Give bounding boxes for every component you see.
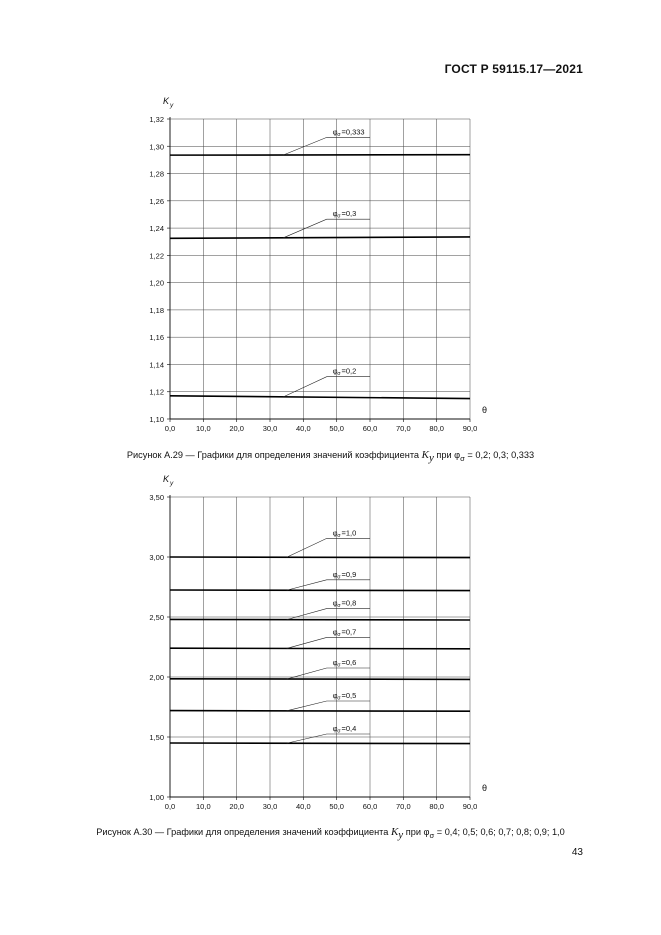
- y-tick-label: 1,30: [149, 142, 164, 152]
- caption-param-sub: σ: [460, 453, 465, 463]
- x-tick-label: 30,0: [262, 424, 278, 433]
- caption-mid: при: [403, 827, 424, 837]
- figure-caption-a29: [0, 449, 661, 464]
- series-line: [170, 590, 470, 591]
- series-label-sub: σ: [337, 532, 341, 539]
- series-label-value: =0,9: [341, 569, 357, 579]
- x-tick-label: 50,0: [329, 424, 344, 433]
- series-label-sub: σ: [337, 574, 341, 581]
- series-line: [170, 648, 470, 649]
- series-label-sub: σ: [337, 662, 341, 669]
- x-tick-label: 70,0: [396, 424, 411, 433]
- caption-symbol: K: [390, 826, 399, 838]
- caption-symbol: K: [421, 449, 429, 461]
- y-tick-label: 3,50: [149, 493, 164, 502]
- x-tick-label: 30,0: [262, 802, 278, 811]
- y-tick-label: 1,26: [149, 196, 164, 206]
- series-line: [170, 679, 470, 680]
- x-tick-label: 0,0: [164, 424, 176, 433]
- x-tick-label: 20,0: [229, 802, 244, 811]
- series-leader-line: [287, 637, 370, 648]
- series-label-sub: σ: [337, 371, 341, 378]
- caption-values: = 0,4; 0,5; 0,6; 0,7; 0,8; 0,9; 1,0: [434, 827, 565, 837]
- x-tick-label: 70,0: [396, 802, 411, 811]
- x-tick-label: 10,0: [196, 424, 211, 433]
- series-label-phi: φ: [332, 209, 338, 219]
- series-leader-line: [287, 701, 370, 711]
- series-line: [170, 711, 470, 712]
- series-label-value: =0,8: [341, 598, 357, 608]
- x-tick-label: 10,0: [196, 802, 211, 811]
- x-tick-label: 50,0: [329, 802, 344, 811]
- caption-symbol-sub: y: [428, 451, 434, 464]
- series-line: [170, 743, 470, 744]
- y-tick-label: 1,14: [149, 360, 164, 370]
- series-label-sub: σ: [337, 213, 341, 220]
- series-label-phi: φ: [332, 598, 338, 608]
- y-axis-label: K: [163, 96, 170, 106]
- y-tick-label: 1,28: [149, 169, 164, 179]
- y-tick-label: 3,00: [149, 553, 164, 562]
- series-label-value: =1,0: [341, 528, 357, 538]
- x-tick-label: 40,0: [296, 802, 311, 811]
- series-line: [170, 619, 470, 620]
- x-tick-label: 60,0: [362, 802, 378, 811]
- y-tick-label: 1,16: [149, 333, 164, 343]
- y-tick-label: 1,22: [149, 251, 164, 261]
- series-leader-line: [287, 734, 370, 743]
- x-tick-label: 60,0: [362, 424, 378, 433]
- caption-values: = 0,2; 0,3; 0,333: [464, 450, 535, 460]
- y-tick-label: 1,18: [149, 305, 164, 315]
- series-label-phi: φ: [332, 127, 338, 137]
- caption-text: Рисунок А.30 — Графики для определения значений коэффициента: [96, 827, 391, 837]
- series-leader-line: [287, 668, 370, 679]
- series-label-value: =0,333: [341, 127, 365, 137]
- x-tick-label: 90,0: [462, 424, 478, 433]
- series-label-sub: σ: [337, 131, 341, 138]
- y-tick-label: 1,24: [149, 224, 164, 234]
- x-axis-label: θ: [482, 783, 488, 793]
- series-label-phi: φ: [332, 569, 338, 579]
- series-label-phi: φ: [332, 528, 338, 538]
- series-label-phi: φ: [332, 724, 338, 733]
- series-label-value: =0,4: [341, 724, 357, 733]
- x-tick-label: 80,0: [429, 424, 444, 433]
- series-leader-line: [287, 609, 370, 620]
- y-tick-label: 1,00: [149, 793, 164, 802]
- caption-mid: при: [433, 450, 455, 460]
- y-tick-label: 1,50: [149, 733, 164, 742]
- series-label-phi: φ: [332, 691, 338, 700]
- series-leader-line: [287, 580, 370, 590]
- series-label-value: =0,7: [341, 627, 357, 637]
- y-tick-label: 1,20: [149, 278, 164, 288]
- y-axis-label-sub: y: [170, 102, 174, 109]
- series-label-sub: σ: [337, 631, 341, 638]
- series-label-sub: σ: [337, 695, 341, 702]
- x-axis-label: θ: [482, 405, 488, 415]
- series-label-value: =0,6: [341, 658, 357, 667]
- series-label-phi: φ: [332, 627, 338, 637]
- caption-param-sub: σ: [429, 830, 435, 840]
- document-code: ГОСТ Р 59115.17—2021: [444, 62, 583, 76]
- caption-param: φ: [423, 827, 430, 837]
- x-tick-label: 80,0: [429, 802, 444, 811]
- caption-text: Рисунок А.29 — Графики для определения значений коэффициента: [126, 450, 422, 460]
- y-tick-label: 2,00: [149, 673, 164, 682]
- y-tick-label: 2,50: [149, 613, 164, 622]
- caption-symbol-sub: y: [398, 828, 404, 841]
- series-label-sub: σ: [337, 728, 341, 735]
- series-line: [170, 557, 470, 558]
- y-axis-label-sub: y: [170, 480, 174, 487]
- series-label-value: =0,2: [341, 366, 357, 376]
- series-label-sub: σ: [337, 603, 341, 610]
- series-label-value: =0,5: [341, 691, 357, 700]
- y-tick-label: 1,10: [149, 415, 164, 424]
- series-label-phi: φ: [332, 366, 338, 376]
- page-number: 43: [571, 847, 583, 858]
- y-tick-label: 1,12: [149, 387, 164, 397]
- x-tick-label: 40,0: [296, 424, 311, 433]
- figure-caption-a30: [0, 826, 661, 841]
- series-label-phi: φ: [332, 658, 338, 667]
- series-leader-line: [287, 538, 370, 557]
- series-label-value: =0,3: [341, 209, 357, 219]
- y-tick-label: 1,32: [149, 115, 164, 124]
- caption-param: φ: [454, 450, 461, 460]
- x-tick-label: 90,0: [462, 802, 478, 811]
- x-tick-label: 0,0: [164, 802, 176, 811]
- y-axis-label: K: [163, 474, 170, 484]
- x-tick-label: 20,0: [229, 424, 244, 433]
